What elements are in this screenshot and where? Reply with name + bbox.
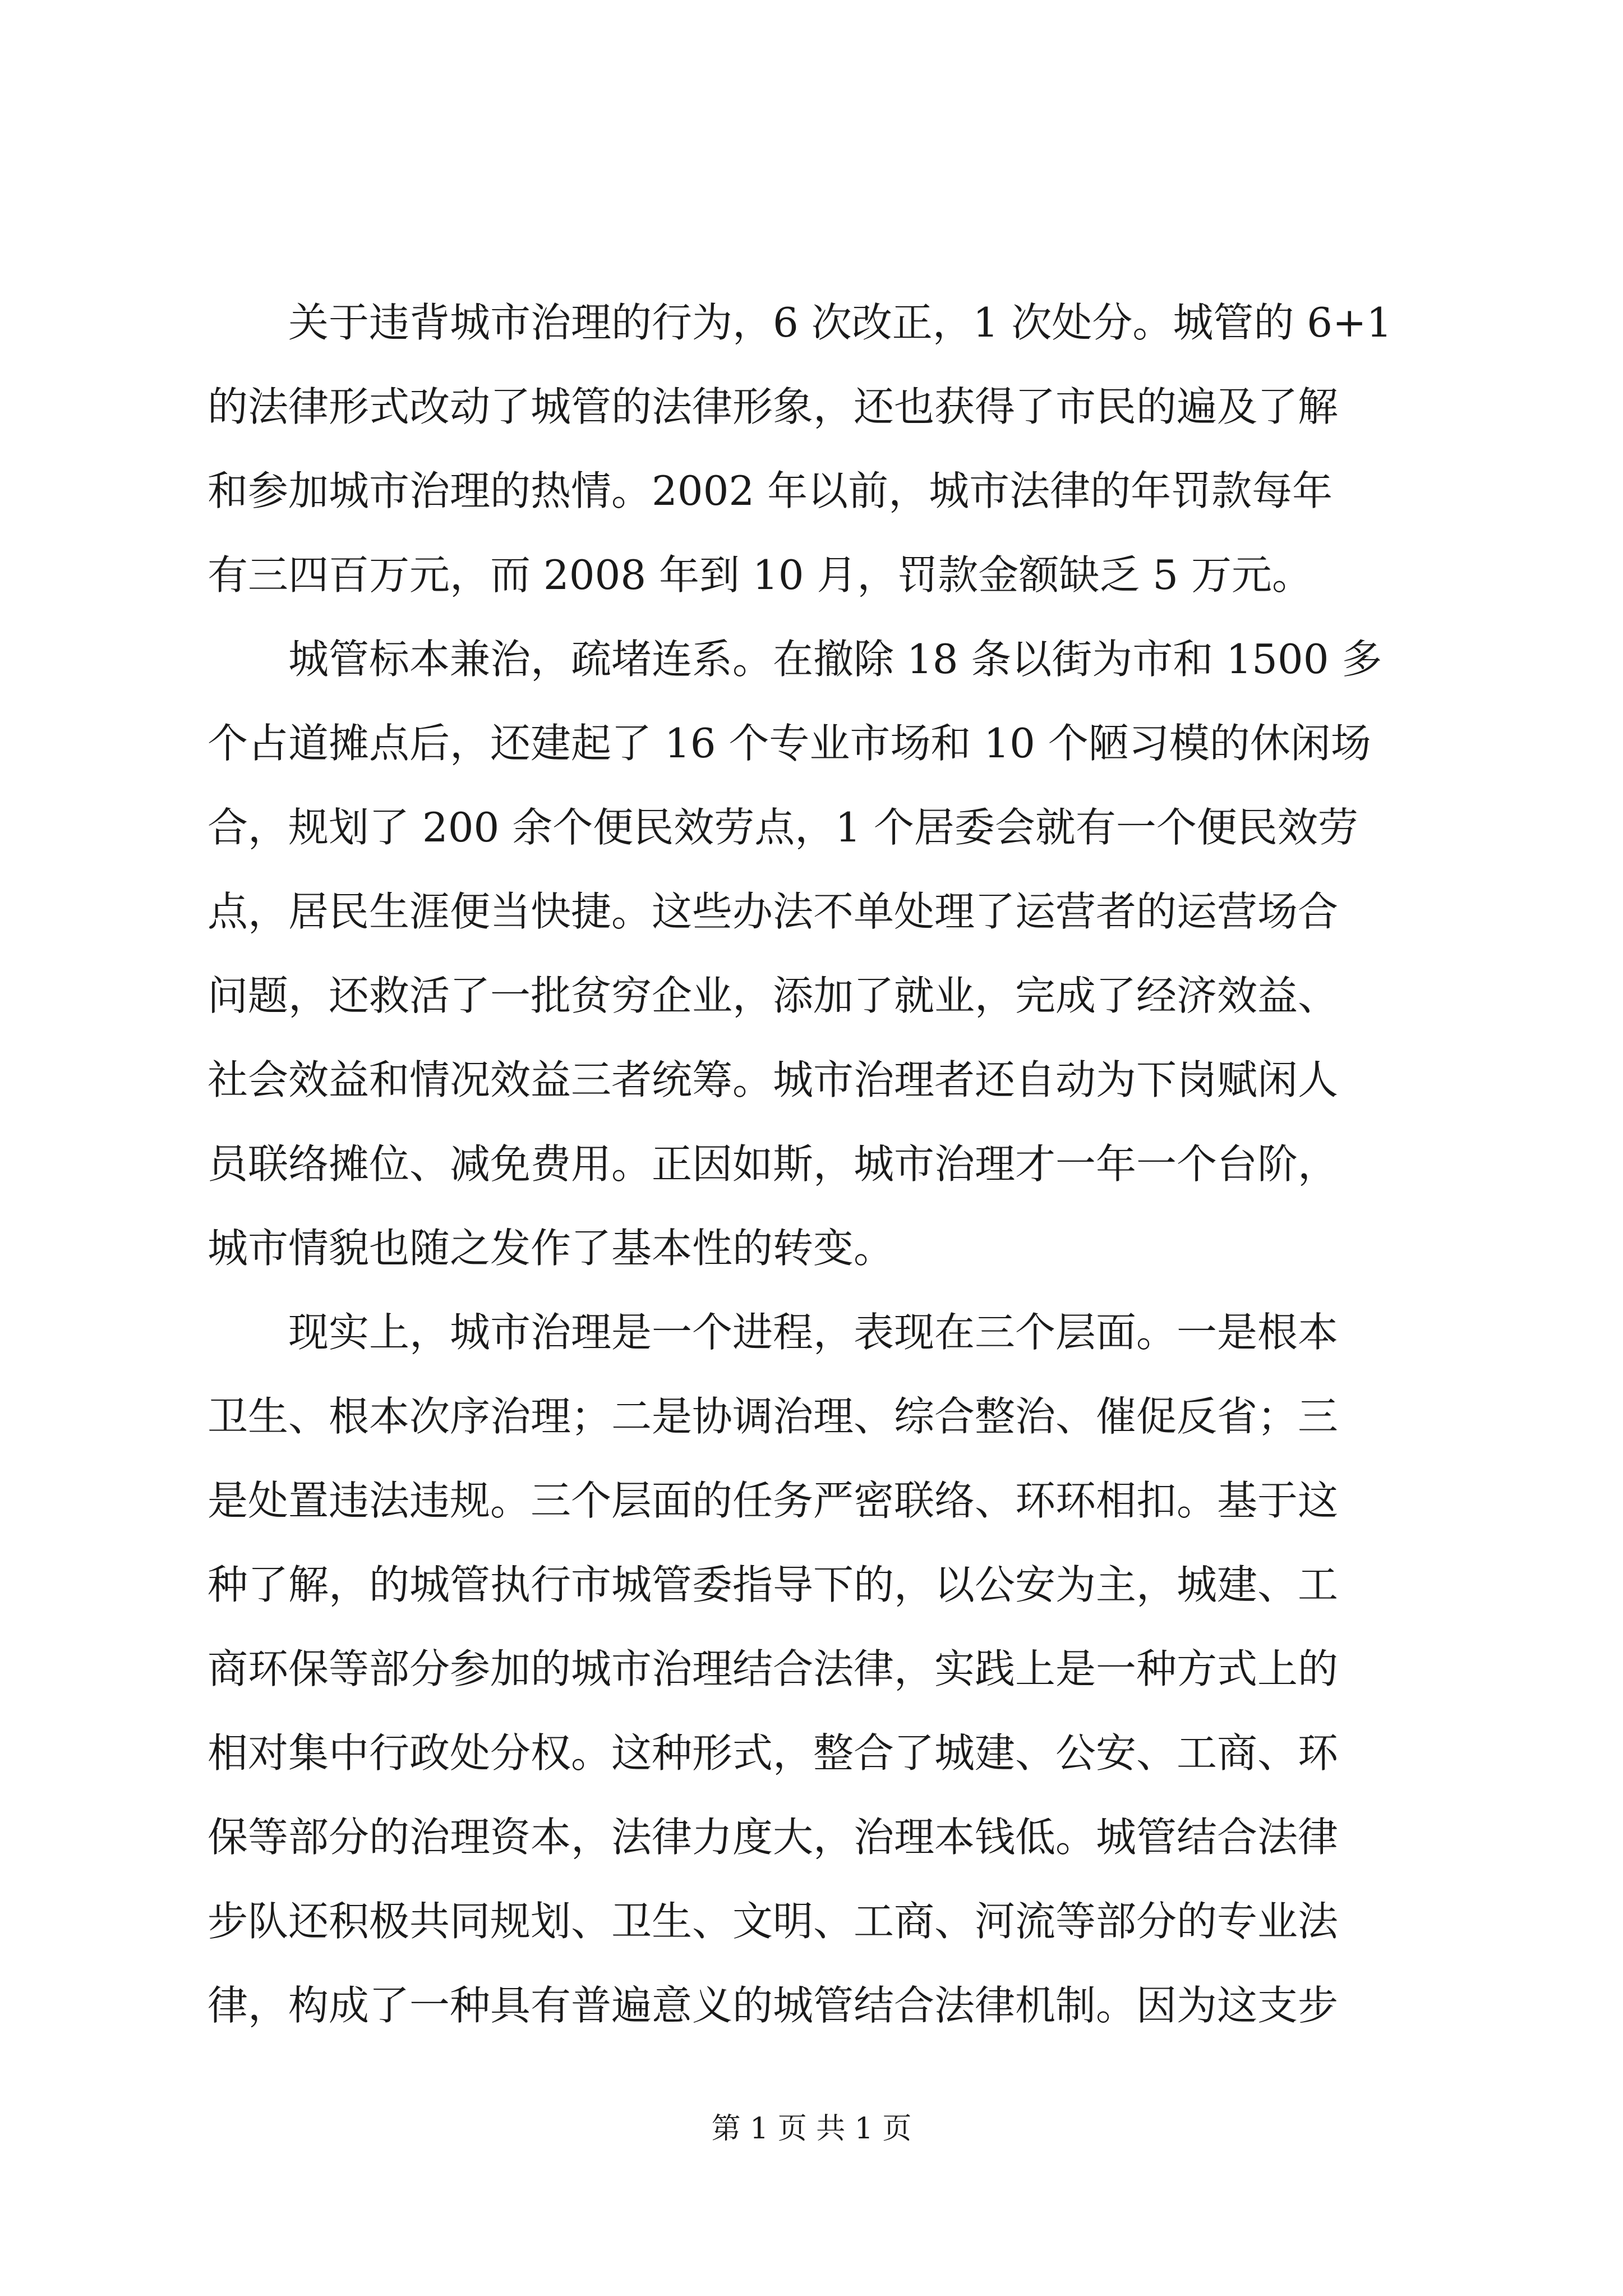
text-line: 商环保等部分参加的城市治理结合法律，实践上是一种方式上的 [208,1645,1339,1692]
text-line: 的法律形式改动了城管的法律形象，还也获得了市民的遍及了解 [208,383,1339,430]
text-line: 合，规划了 200 余个便民效劳点，1 个居委会就有一个便民效劳 [208,804,1358,851]
text-line: 律，构成了一种具有普遍意义的城管结合法律机制。因为这支步 [208,1982,1339,2029]
text-line: 种了解，的城管执行市城管委指导下的，以公安为主，城建、工 [208,1561,1339,1608]
body-text [208,280,1419,2047]
text-line: 保等部分的治理资本，法律力度大，治理本钱低。城管结合法律 [208,1814,1339,1861]
text-line: 个占道摊点后，还建起了 16 个专业市场和 10 个陋习模的休闲场 [208,720,1371,767]
text-line: 和参加城市治理的热情。2002 年以前，城市法律的年罚款每年 [208,467,1333,514]
text-line: 员联络摊位、减免费用。正因如斯，城市治理才一年一个台阶， [208,1140,1339,1188]
text-line: 社会效益和情况效益三者统筹。城市治理者还自动为下岗赋闲人 [208,1056,1339,1103]
page-footer: 第 1 页 共 1 页 [711,2112,912,2146]
text-line: 点，居民生涯便当快捷。这些办法不单处理了运营者的运营场合 [208,888,1339,935]
text-line: 关于违背城市治理的行为，6 次改正，1 次处分。城管的 6+1 [208,299,1393,346]
text-line: 步队还积极共同规划、卫生、文明、工商、河流等部分的专业法 [208,1898,1339,1945]
text-line: 城市情貌也随之发作了基本性的转变。 [208,1225,895,1272]
text-line: 城管标本兼治，疏堵连系。在撤除 18 条以街为市和 1500 多 [208,636,1382,683]
text-line: 有三四百万元，而 2008 年到 10 月，罚款金额缺乏 5 万元。 [208,551,1312,599]
text-line: 是处置违法违规。三个层面的任务严密联络、环环相扣。基于这 [208,1477,1339,1524]
text-line: 现实上，城市治理是一个进程，表现在三个层面。一是根本 [208,1309,1339,1356]
text-line: 卫生、根本次序治理；二是协调治理、综合整治、催促反省；三 [208,1393,1339,1440]
text-line: 相对集中行政处分权。这种形式，整合了城建、公安、工商、环 [208,1729,1339,1777]
text-line: 问题，还救活了一批贫穷企业，添加了就业，完成了经济效益、 [208,972,1339,1019]
